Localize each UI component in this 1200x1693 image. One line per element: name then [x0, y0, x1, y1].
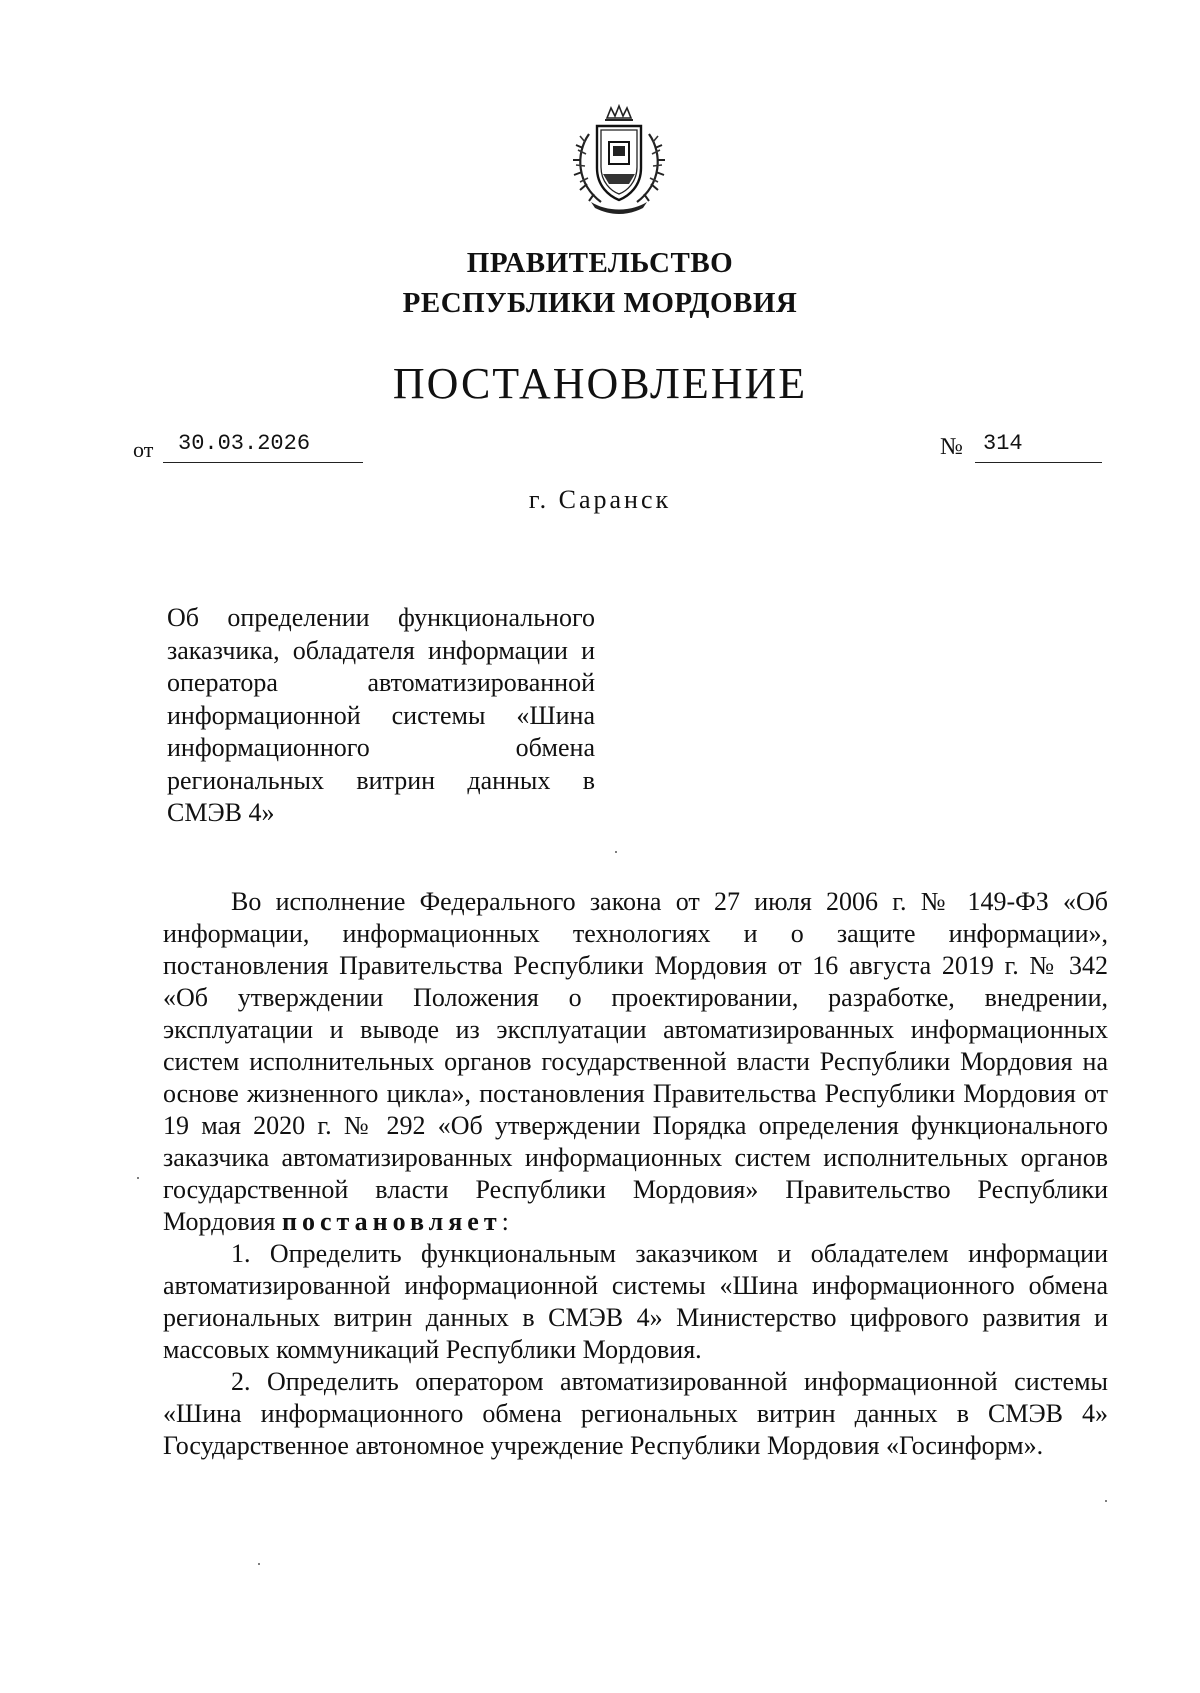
city-name: г. Саранск: [528, 485, 672, 514]
decree-colon: :: [501, 1207, 509, 1236]
coat-of-arms-icon: [567, 104, 671, 216]
decree-word: постановляет: [282, 1207, 502, 1236]
number-prefix: №: [940, 434, 963, 460]
scan-speck: [1105, 1500, 1107, 1502]
document-number: 314: [983, 431, 1023, 456]
preamble-paragraph: [163, 886, 1108, 1238]
document-date: 30.03.2026: [178, 431, 311, 456]
preamble-text: Во исполнение Федерального закона от 27 июля 2006 г. № 149-ФЗ «Об информации, информационных технологиях и о защите информации», постановления Правительства Республики Мордовия от 16 августа 2019 г. № 342 «Об утверждении Положения о проектировании, разработке, внедрении, эксплуатации и выводе из эксплуатации автоматизированных информационных систем исполнительных органов государственной власти Республики Мордовия на основе жизненного цикла», постановления Правительства Республики Мордовия от 19 мая 2020 г. № 292 «Об утверждении Порядка определения функционального заказчика автоматизированных информационных систем исполнительных органов государственной власти Республики Мордовия» Правительство Республики Мордовия: [163, 887, 1108, 1236]
document-subject: Об определении функционального заказчика, обладателя информации и оператора автоматизированной информационной системы «Шина информационного обмена региональных витрин данных в СМЭВ 4»: [167, 603, 595, 827]
document-body: [163, 886, 1108, 1462]
decision-item-2: 2. Определить оператором автоматизированной информационной системы «Шина информационного обмена региональных витрин данных в СМЭВ 4» Государственное автономное учреждение Республики Мордовия «Госинформ».: [163, 1367, 1108, 1460]
organization-name-line2: РЕСПУБЛИКИ МОРДОВИЯ: [402, 287, 798, 319]
decision-item-1: 1. Определить функциональным заказчиком и обладателем информации автоматизированной информационной системы «Шина информационного обмена региональных витрин данных в СМЭВ 4» Министерство цифрового развития и массовых коммуникаций Республики Мордовия.: [163, 1239, 1108, 1364]
date-prefix: от: [133, 437, 154, 462]
number-underline: [975, 462, 1102, 463]
organization-name-line1: ПРАВИТЕЛЬСТВО: [466, 247, 734, 279]
scan-speck: [137, 1177, 139, 1179]
scan-speck: [615, 851, 617, 853]
document-type-title: ПОСТАНОВЛЕНИЕ: [392, 359, 808, 408]
date-underline: [163, 462, 363, 463]
scan-speck: [258, 1563, 260, 1565]
